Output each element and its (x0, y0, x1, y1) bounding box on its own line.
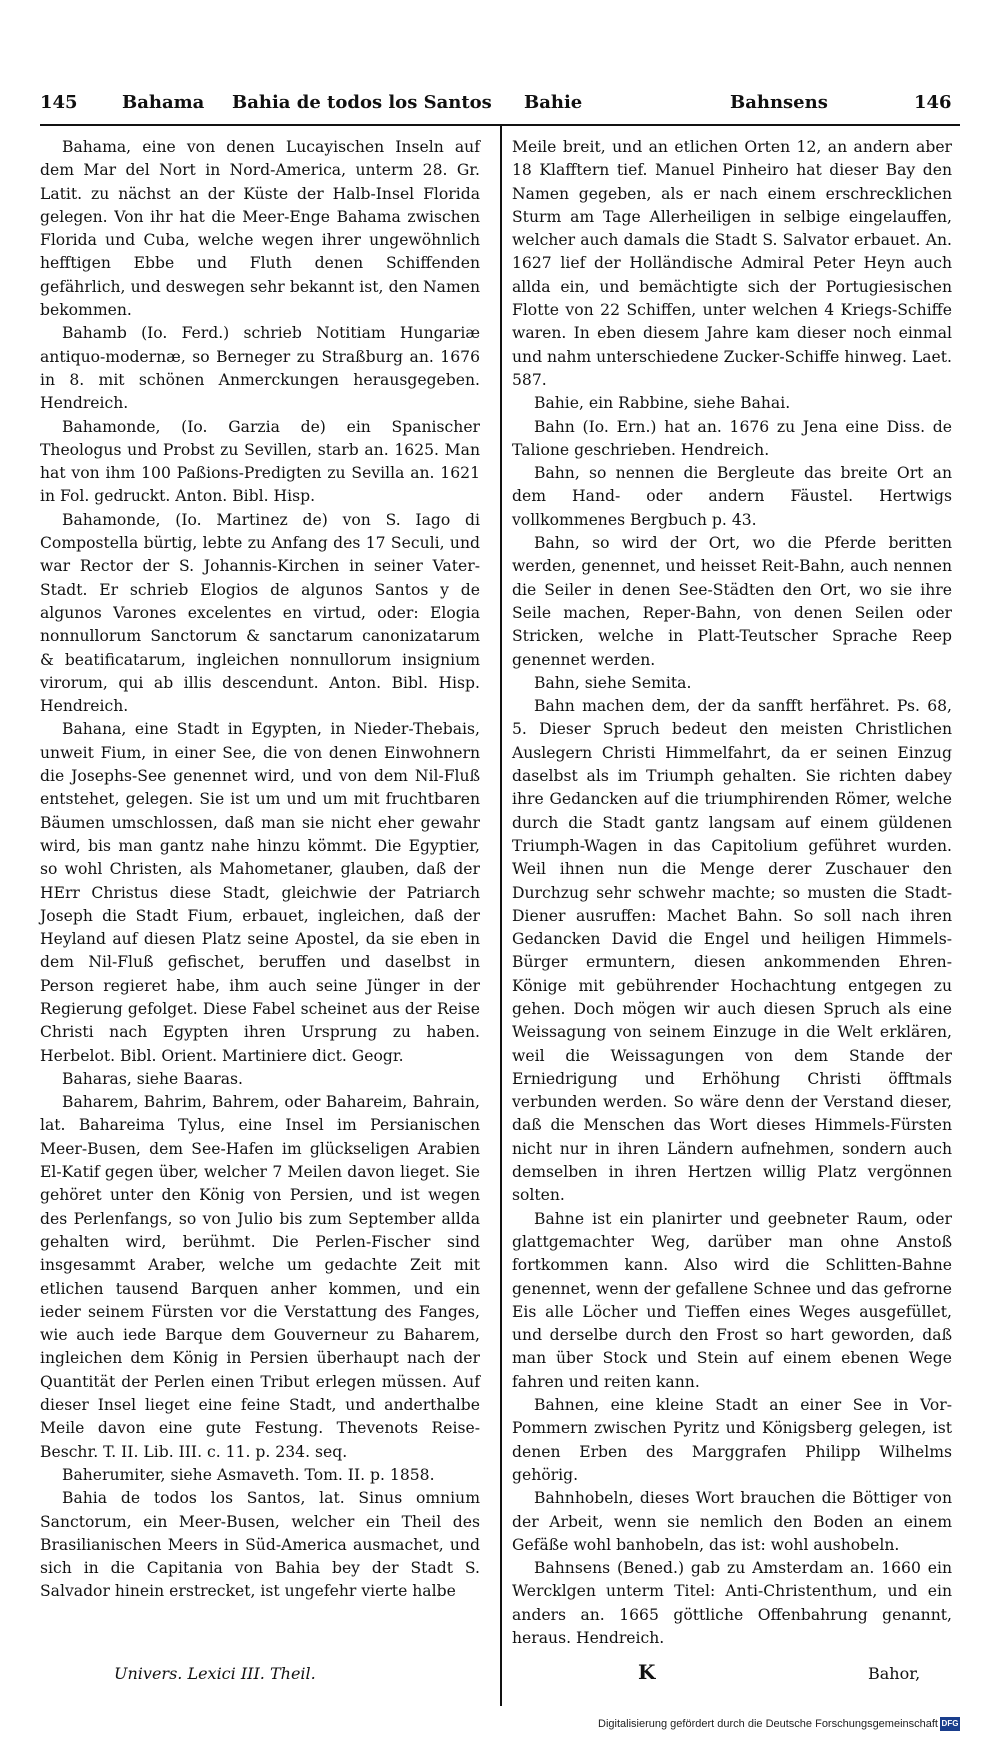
entry-bahnsens: Bahnsens (Bened.) gab zu Amsterdam an. 1660 ein Wercklgen unterm Titel: Anti-Christenthum, und ein anders an. 1665 göttliche Offenbahrung genannt, heraus. Hendreich. (512, 1559, 952, 1647)
entry-bahn-bergleute: Bahn, so nennen die Bergleute das breite Ort an dem Hand- oder andern Fäustel. Hertwigs vollkommenes Bergbuch p. 43. (512, 464, 952, 529)
dictionary-page (40, 84, 960, 1684)
page-number-right: 146 (914, 92, 952, 113)
entry-bahn-machen: Bahn machen dem, der da sanfft herfähret. Ps. 68, 5. Dieser Spruch bedeut den meisten Christlichen Auslegern Christi Himmelfahrt, da er seinen Einzug daselbst als im Triumph gehalten. Sie richten dabey ihre Gedancken auf die triumphirenden Römer, welche durch die Stadt gantz langsam auf einem güldenen Triumph-Wagen in das Capitolium geführet wurden. Weil ihnen nun die Menge derer Zuschauer den Durchzug sehr schwehr machte; so musten die Stadt-Diener ausruffen: Machet Bahn. So soll nach ihren Gedancken David die Engel und heiligen Himmels-Bürger ermuntern, diesen ankommenden Ehren-Könige mit gebührender Hochachtung entgegen zu gehen. Doch mögen wir auch diesen Spruch als eine Weissagung von seinem Einzuge in die Welt erklären, weil die Weissagungen von dem Stande der Erniedrigung und Erhöhung Christi öfftmals verbunden werden. So wäre denn der Verstand dieser, daß die Menschen das Wort dieses Himmels-Fürsten nicht nur in ihren Ländern aufnehmen, sondern auch demselben in ihren Hertzen willig Platz vergönnen solten. (512, 697, 952, 1205)
entry-baharas: Baharas, siehe Baaras. (62, 1069, 243, 1088)
entry-bahnen: Bahnen, eine kleine Stadt an einer See in Vor-Pommern zwischen Pyritz und Königsberg gelegen, ist denen Erben des Marggrafen Philipp Wilhelms gehörig. (512, 1396, 952, 1484)
running-head-4: Bahnsens (730, 92, 828, 113)
entry-baherumiter: Baherumiter, siehe Asmaveth. Tom. II. p. 1858. (62, 1465, 435, 1484)
page-header (40, 84, 960, 124)
running-head-3: Bahie (524, 92, 583, 113)
entry-bahie: Bahie, ein Rabbine, siehe Bahai. (534, 394, 791, 413)
entry-bahn-ern: Bahn (Io. Ern.) hat an. 1676 zu Jena eine Diss. de Talione geschrieben. Hendreich. (512, 417, 952, 459)
column-rule (500, 124, 502, 1706)
sheet-signature: K (638, 1660, 656, 1684)
right-column (512, 136, 952, 1650)
entry-bahamonde-martinez: Bahamonde, (Io. Martinez de) von S. Iago di Compostella bürtig, lebte zu Anfang des 17 Seculi, und war Rector der S. Johannis-Kirchen in seiner Vater-Stadt. Er schrieb Elogios de algunos Santos y de algunos Varones excelentes en virtud, oder: Elogia nonnullorum Sanctorum & sanctarum canonizatarum & beatificatarum, ingleichen nonnullorum insignium virorum, qui ab illis descendunt. Anton. Bibl. Hisp. Hendreich. (40, 510, 480, 716)
entry-bahama: Bahama, eine von denen Lucayischen Inseln auf dem Mar del Nort in Nord-America, unterm 28. Gr. Latit. zu nächst an der Küste der Halb-Insel Florida gelegen. Von ihr hat die Meer-Enge Bahama zwischen Florida und Cuba, welche wegen ihrer ungewöhnlich hefftigen Ebbe und Fluth denen Schiffenden gefährlich, und deswegen sehr bekannt ist, den Namen bekommen. (40, 138, 480, 320)
running-head-2: Bahia de todos los Santos (232, 92, 492, 113)
dfg-logo-icon: DFG (940, 1717, 960, 1731)
running-head-1: Bahama (122, 92, 205, 113)
entry-bahnhobeln: Bahnhobeln, dieses Wort brauchen die Böttiger von der Arbeit, wenn sie nemlich den Boden an einem Gefäße wohl banhobeln, das ist: wohl aushobeln. (512, 1489, 952, 1554)
entry-bahn-semita: Bahn, siehe Semita. (534, 673, 692, 692)
entry-bahia-continued: Meile breit, und an etlichen Orten 12, an andern aber 18 Klafftern tief. Manuel Pinheiro hat dieser Bay den Namen gegeben, als er nach einem erschrecklichen Sturm am Tage Allerheiligen in selbige eingelauffen, welcher auch damals die Stadt S. Salvator erbauet. An. 1627 lief der Holländische Admiral Peter Heyn auch allda ein, und bemächtigte sich der Portugiesischen Flotte von 22 Schiffen, unter welchen 4 Kriegs-Schiffe waren. In eben diesem Jahre kam dieser noch einmal und nahm unterschiedene Zucker-Schiffe hinweg. Laet. 587. (512, 138, 952, 389)
page-number-left: 145 (40, 92, 78, 113)
entry-bahia: Bahia de todos los Santos, lat. Sinus omnium Sanctorum, ein Meer-Busen, welcher ein Theil des Brasilianischen Meers in Süd-America ausmachet, und sich in die Capitania von Bahia bey der Stadt S. Salvador hinein erstrecket, ist ungefehr vierte halbe (40, 1489, 480, 1601)
entry-baharem: Baharem, Bahrim, Bahrem, oder Bahareim, Bahrain, lat. Bahareima Tylus, eine Insel im Persianischen Meer-Busen, dem See-Hafen im glückseligen Arabien El-Katif gegen über, welcher 7 Meilen davon lieget. Sie gehöret unter den König von Persien, und ist wegen des Perlenfangs, so von Julio bis zum September allda gehalten wird, berühmt. Die Perlen-Fischer sind insgesammt Araber, welche um gedachte Zeit mit etlichen tausend Barquen anher kommen, und ein ieder seinem Fürsten vor die Verstattung des Fanges, wie auch iede Barque dem Gouverneur zu Baharem, ingleichen dem König in Persien überhaupt nach der Quantität der Perlen einen Tribut erlegen müssen. Auf dieser Insel lieget eine feine Stadt, und anderthalbe Meile davon eine gute Festung. Thevenots Reise-Beschr. T. II. Lib. III. c. 11. p. 234. seq. (40, 1093, 480, 1461)
entry-bahne: Bahne ist ein planirter und geebneter Raum, oder glattgemachter Weg, darüber man ohne Anstoß fortkommen kann. Also wird die Schlitten-Bahne genennet, wenn der gefallene Schnee und das gefrorne Eis alle Löcher und Tieffen eines Weges ausgefüllet, und derselbe durch den Frost so hart geworden, daß man über Stock und Stein auf einem ebenen Wege fahren und reiten kann. (512, 1209, 952, 1391)
entry-bahamonde-garzia: Bahamonde, (Io. Garzia de) ein Spanischer Theologus und Probst zu Sevillen, starb an. 1625. Man hat von ihm 100 Paßions-Predigten zu Sevilla an. 1621 in Fol. gedruckt. Anton. Bibl. Hisp. (40, 417, 480, 506)
catchword: Bahor, (868, 1664, 921, 1683)
entry-bahn-pferde: Bahn, so wird der Ort, wo die Pferde beritten werden, genennet, und heisset Reit-Bahn, auch nennen die Seiler in denen See-Städten den Ort, wo sie ihre Seile machen, Reper-Bahn, von denen Seilen oder Stricken, welche in Platt-Teutscher Sprache Reep genennet werden. (512, 534, 952, 669)
credit-text: Digitalisierung gefördert durch die Deutsche Forschungsgemeinschaft (598, 1718, 938, 1730)
volume-signature: Univers. Lexici III. Theil. (114, 1664, 316, 1683)
page-footer (40, 1660, 960, 1694)
left-column (40, 136, 480, 1604)
entry-bahana: Bahana, eine Stadt in Egypten, in Nieder-Thebais, unweit Fium, in einer See, die von denen Einwohnern die Josephs-See genennet wird, und von dem Nil-Fluß entstehet, gelegen. Sie ist um und um mit fruchtbaren Bäumen umschlossen, daß man sie nicht eher gewahr wird, bis man gantz nahe hinzu kömmt. Die Egyptier, so wohl Christen, als Mahometaner, glauben, daß der HErr Christus diese Stadt, gleichwie der Patriarch Joseph die Stadt Fium, erbauet, ingleichen, daß der Heyland auf diesen Platz seine Apostel, da sie eben in dem Nil-Fluß gefischet, beruffen und daselbst in Person regieret habe, ihm auch seine Jünger in der Regierung gefolget. Diese Fabel scheinet aus der Reise Christi nach Egypten ihren Ursprung zu haben. Herbelot. Bibl. Orient. Martiniere dict. Geogr. (40, 720, 480, 1065)
digitization-credit (560, 1718, 960, 1734)
entry-bahamb: Bahamb (Io. Ferd.) schrieb Notitiam Hungariæ antiquo-modernæ, so Berneger zu Straßburg an. 1676 in 8. mit schönen Anmerckungen herausgegeben. Hendreich. (40, 324, 480, 413)
